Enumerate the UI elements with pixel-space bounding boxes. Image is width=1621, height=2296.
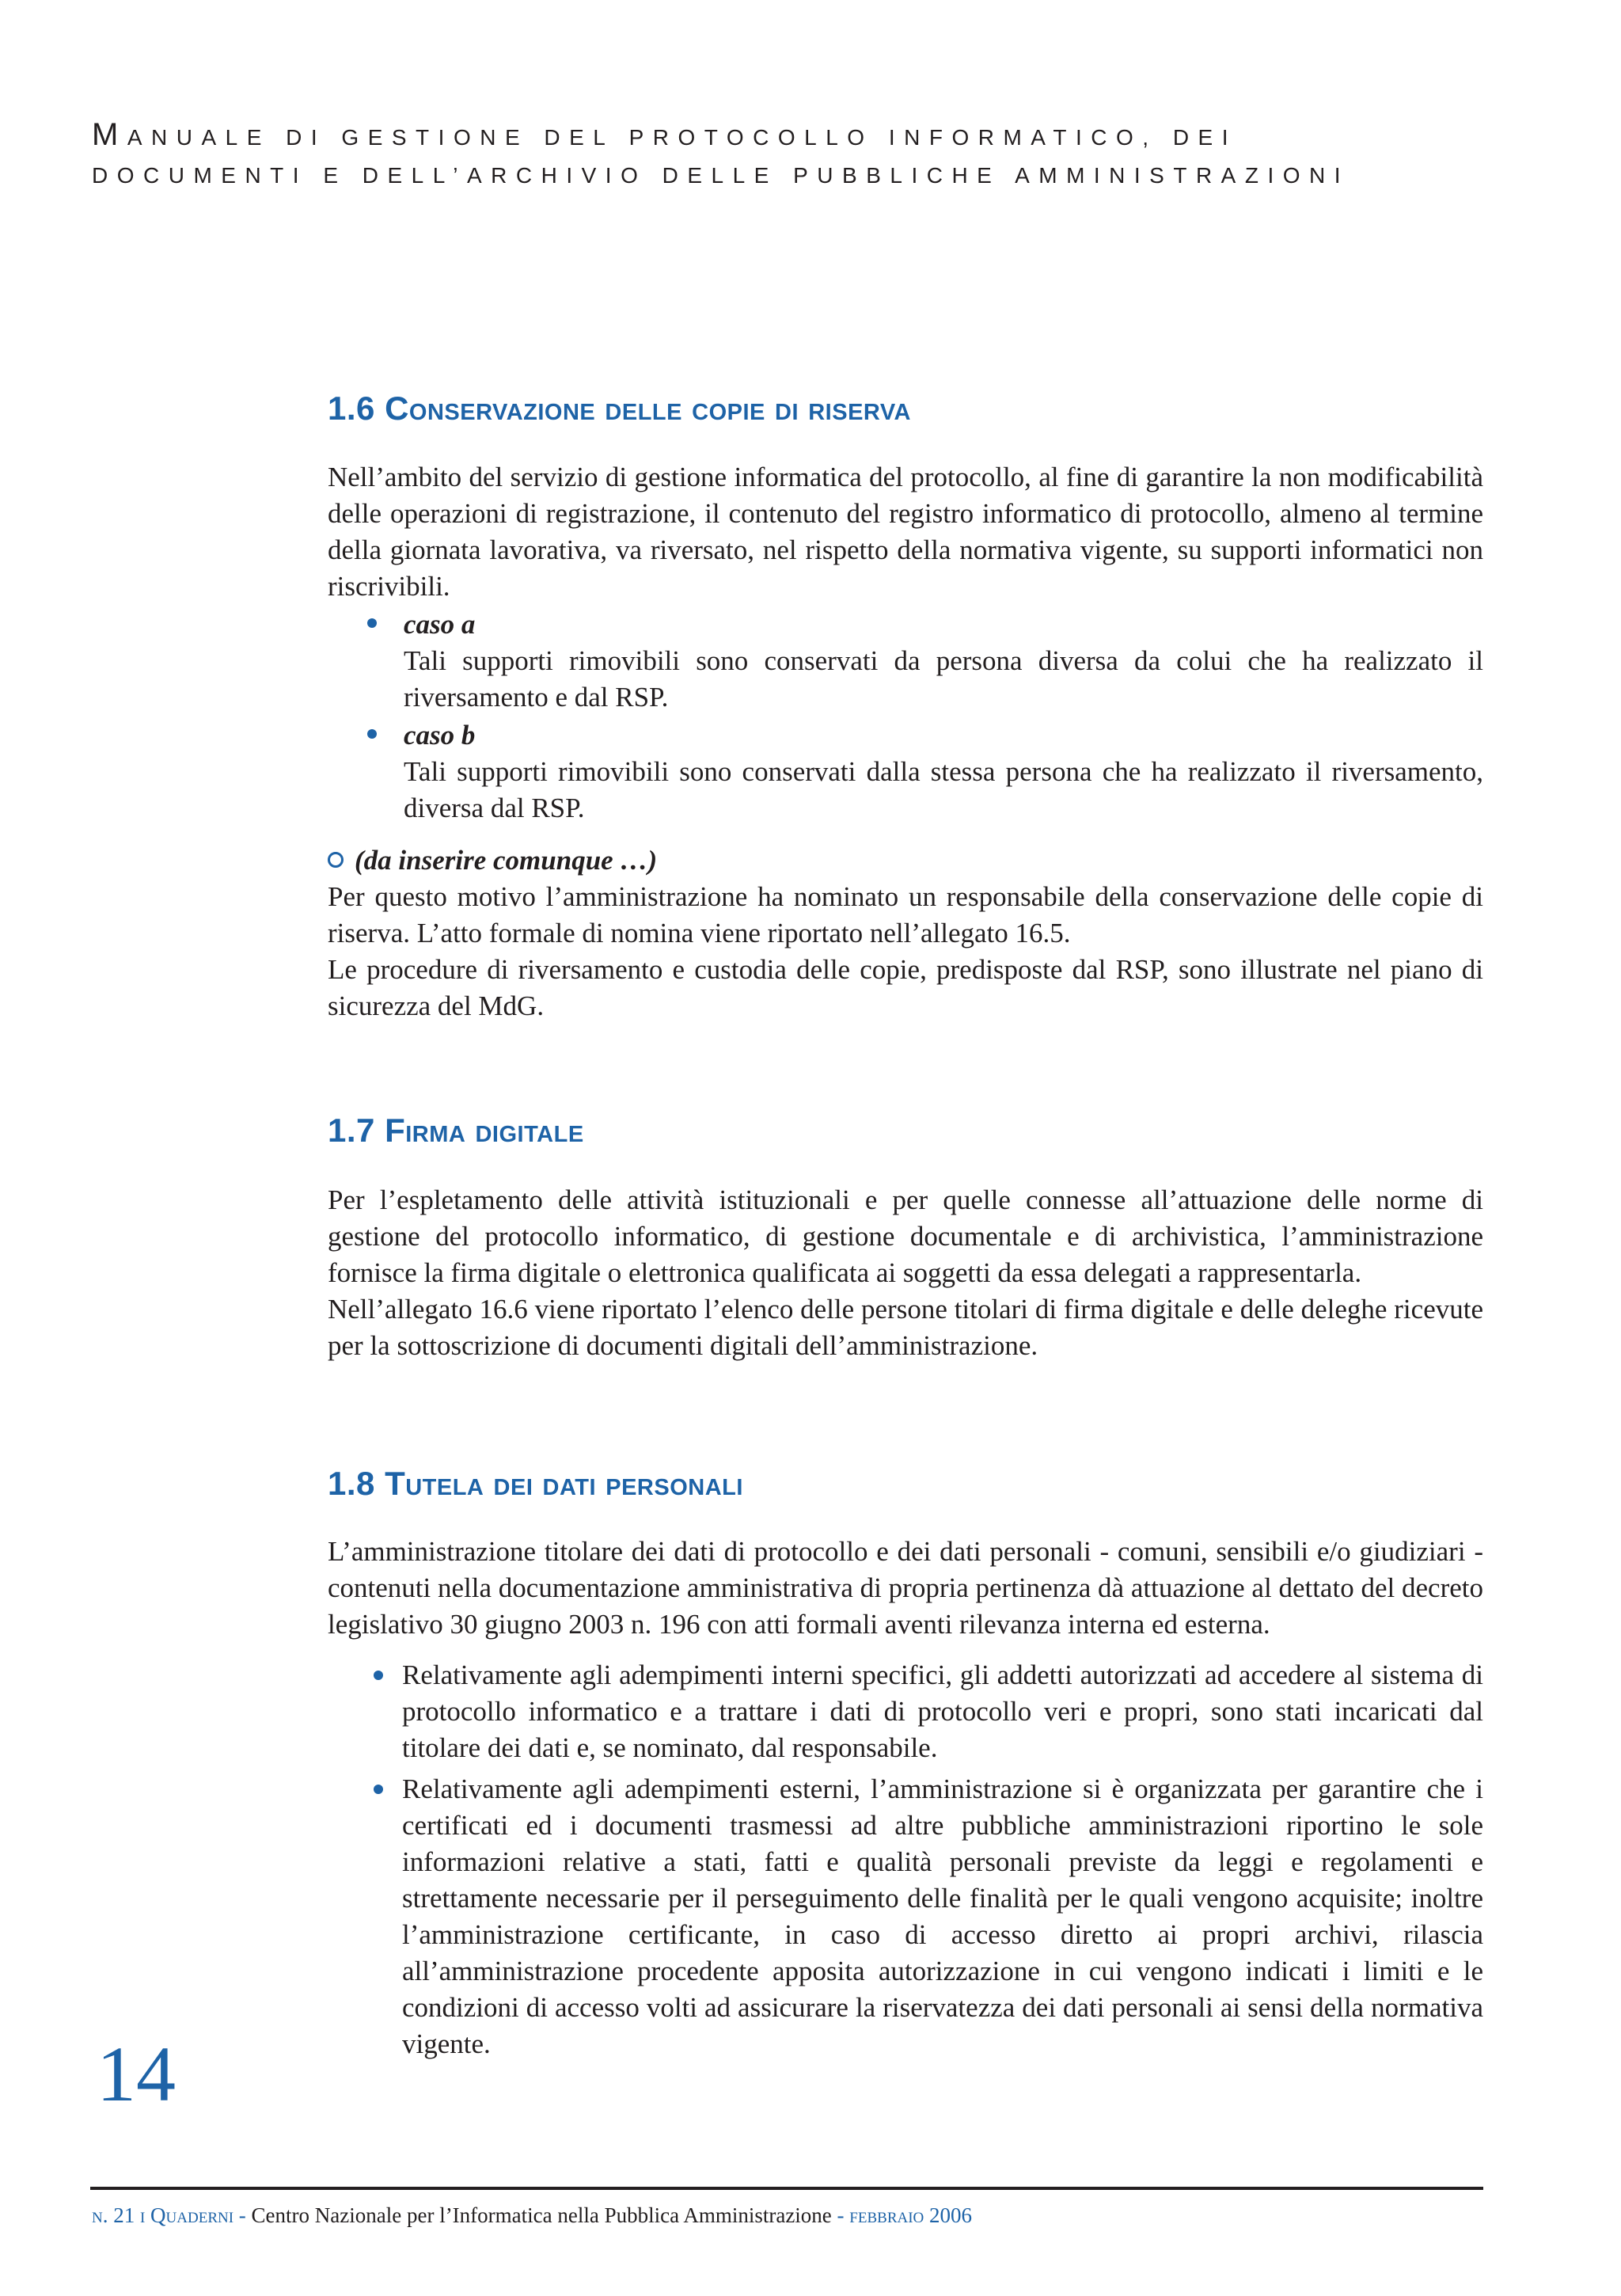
running-header-line-1: MANUALE DI GESTIONE DEL PROTOCOLLO INFORMATICO, DEI xyxy=(92,117,1238,152)
section-1-6-body xyxy=(328,459,1483,1024)
note-title: (da inserire comunque …) xyxy=(355,845,658,876)
list-item-text: Relativamente agli adempimenti interni specifici, gli addetti autorizzati ad accedere al sistema di protocollo informatico e a trattare i dati di protocollo veri e propri, sono stati incaricati dal titolare dei dati e, se nominato, dal responsabile. xyxy=(402,1659,1483,1763)
running-header-line-2: DOCUMENTI E DELL’ARCHIVIO DELLE PUBBLICHE AMMINISTRAZIONI xyxy=(92,163,1350,188)
case-b-text: Tali supporti rimovibili sono conservati dalla stessa persona che ha realizzato il riversamento, diversa dal RSP. xyxy=(404,756,1483,823)
footer-issue: n. 21 i Quaderni xyxy=(92,2203,234,2227)
bullet-icon xyxy=(367,618,377,628)
section-1-7-body xyxy=(328,1182,1483,1364)
section-1-7-number: 1.7 xyxy=(328,1112,375,1149)
case-b-title: caso b xyxy=(404,720,476,751)
section-1-8-body xyxy=(328,1534,1483,2067)
case-b-item xyxy=(328,717,1483,827)
section-1-7-paragraph-1: Per l’espletamento delle attività istituzionali e per quelle connesse all’attuazione delle norme di gestione del protocollo informatico, di gestione documentale e di archivistica, l’amministrazione fornisce la firma digitale o elettronica qualificata ai soggetti da essa delegati a rappresentarla. xyxy=(328,1184,1483,1288)
circle-bullet-icon xyxy=(328,852,344,868)
footer-divider xyxy=(90,2187,1483,2190)
section-1-8-title: Tutela dei dati personali xyxy=(385,1465,743,1502)
list-item-text: Relativamente agli adempimenti esterni, l’amministrazione si è organizzata per garantire che i certificati ed i documenti trasmessi ad altre pubbliche amministrazioni riportino le sole informazioni relative a stati, fatti e qualità personali previste da leggi e regolamenti e strettamente necessarie per il perseguimento delle finalità per le quali vengono acquisite; inoltre l’amministrazione certificante, in caso di accesso diretto ai propri archivi, rilascia all’amministrazione procedente apposita autorizzazione in cui vengono indicati i limiti e le condizioni di accesso volti ad assicurare la riservatezza dei dati personali ai sensi della normativa vigente. xyxy=(402,1773,1483,2059)
bullet-icon xyxy=(374,1671,383,1680)
footer-date: febbraio 2006 xyxy=(849,2203,973,2227)
footer-separator: - xyxy=(831,2203,850,2227)
section-1-6-number: 1.6 xyxy=(328,390,375,427)
case-a-text: Tali supporti rimovibili sono conservati da persona diversa da colui che ha realizzato il riversamento e dal RSP. xyxy=(404,645,1483,713)
bullet-icon xyxy=(367,729,377,739)
case-a-title: caso a xyxy=(404,609,476,640)
note-paragraph-2: Le procedure di riversamento e custodia delle copie, predisposte dal RSP, sono illustrate nel piano di sicurezza del MdG. xyxy=(328,954,1483,1021)
running-header xyxy=(92,116,1532,195)
bullet-icon xyxy=(374,1785,383,1794)
case-a-item xyxy=(328,606,1483,716)
section-1-8-heading xyxy=(328,1465,743,1503)
section-1-6-title: Conservazione delle copie di riserva xyxy=(385,390,911,427)
note-heading xyxy=(328,842,1483,879)
section-1-8-number: 1.8 xyxy=(328,1465,375,1502)
section-1-7-paragraph-2: Nell’allegato 16.6 viene riportato l’elenco delle persone titolari di firma digitale e delle deleghe ricevute per la sottoscrizione di documenti digitali dell’amministrazione. xyxy=(328,1294,1483,1361)
list-item xyxy=(328,1771,1483,2062)
section-1-7-heading xyxy=(328,1112,584,1150)
page-number: 14 xyxy=(97,2030,176,2118)
section-1-7-title: Firma digitale xyxy=(385,1112,584,1149)
note-paragraph-1: Per questo motivo l’amministrazione ha nominato un responsabile della conservazione delle copie di riserva. L’atto formale di nomina viene riportato nell’allegato 16.5. xyxy=(328,881,1483,948)
section-1-6-heading xyxy=(328,390,911,428)
section-1-8-intro: L’amministrazione titolare dei dati di protocollo e dei dati personali - comuni, sensibili e/o giudiziari - contenuti nella documentazione amministrativa di propria pertinenza dà attuazione al dettato del decreto legislativo 30 giugno 2003 n. 196 con atti formali aventi rilevanza interna ed esterna. xyxy=(328,1536,1483,1640)
footer-publisher: Centro Nazionale per l’Informatica nella Pubblica Amministrazione xyxy=(251,2203,832,2227)
footer-separator: - xyxy=(233,2203,252,2227)
list-item xyxy=(328,1657,1483,1766)
footer xyxy=(92,2201,972,2229)
section-1-6-intro: Nell’ambito del servizio di gestione informatica del protocollo, al fine di garantire la non modificabilità delle operazioni di registrazione, il contenuto del registro informatico di protocollo, almeno al termine della giornata lavorativa, va riversato, nel rispetto della normativa vigente, su supporti informatici non riscrivibili. xyxy=(328,462,1483,602)
